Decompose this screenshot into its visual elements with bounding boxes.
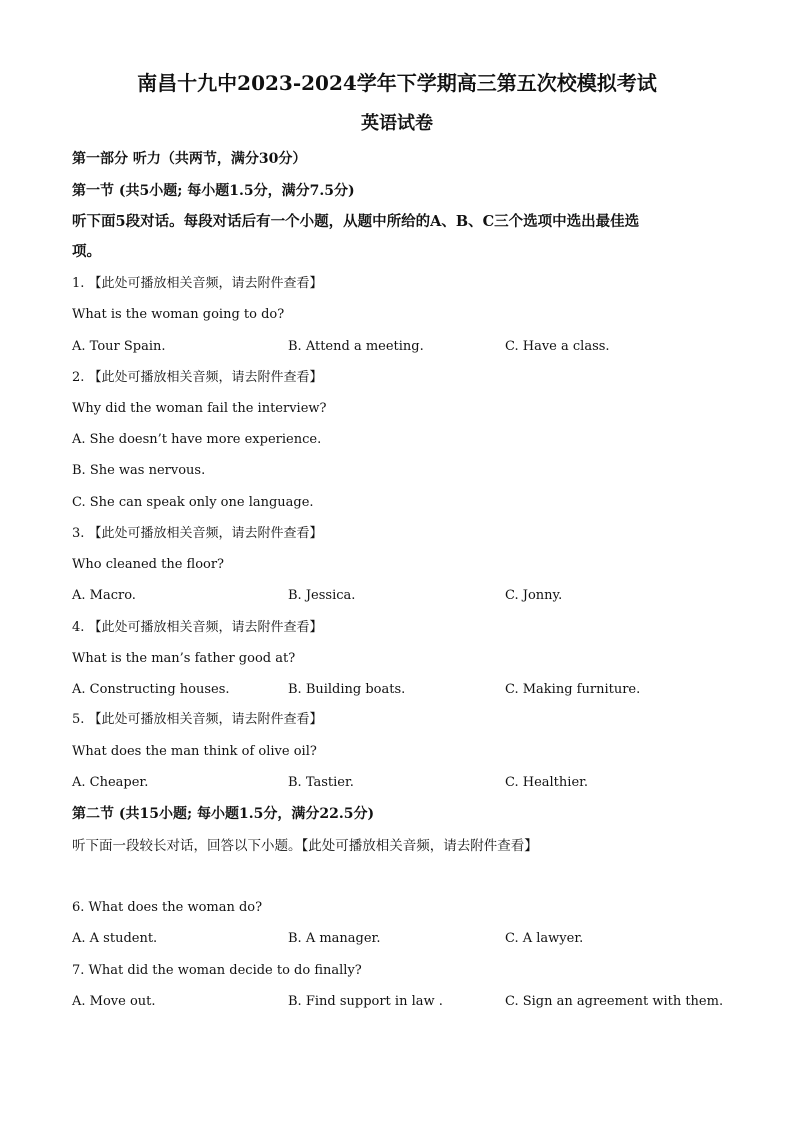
q5-option-c: C. Healthier. [505, 775, 589, 790]
q5-audio-marker: 5. 【此处可播放相关音频，请去附件查看】 [72, 712, 323, 727]
q1-audio-marker: 1. 【此处可播放相关音频，请去附件查看】 [72, 276, 323, 291]
q2-question: Why did the woman fail the interview? [72, 401, 327, 416]
q3-option-a: A. Macro. [72, 588, 136, 603]
part1-heading: 第一部分 听力（共两节，满分30分） [72, 151, 307, 167]
q7-option-b: B. Find support in law . [288, 994, 443, 1009]
q3-option-c: C. Jonny. [505, 588, 563, 603]
exam-title: 南昌十九中2023-2024学年下学期高三第五次校模拟考试 [137, 71, 657, 95]
section2-heading: 第二节 (共15小题; 每小题1.5分，满分22.5分) [72, 806, 375, 822]
q4-option-c: C. Making furniture. [505, 682, 641, 697]
q4-question: What is the man’s father good at? [72, 651, 296, 666]
q2-option-b: B. She was nervous. [72, 463, 206, 478]
q1-option-b: B. Attend a meeting. [288, 339, 424, 354]
q6-option-c: C. A lawyer. [505, 931, 584, 946]
q7-option-c: C. Sign an agreement with them. [505, 994, 724, 1009]
q2-option-a: A. She doesn’t have more experience. [72, 432, 322, 447]
q1-option-a: A. Tour Spain. [72, 339, 166, 354]
q5-option-b: B. Tastier. [288, 775, 354, 790]
q5-option-a: A. Cheaper. [72, 775, 149, 790]
q4-option-b: B. Building boats. [288, 682, 406, 697]
instructions-line1: 听下面5段对话。每段对话后有一个小题，从题中所给的A、B、C三个选项中选出最佳选 [72, 213, 640, 230]
q4-audio-marker: 4. 【此处可播放相关音频，请去附件查看】 [72, 620, 323, 635]
q6-option-a: A. A student. [72, 931, 158, 946]
exam-subtitle: 英语试卷 [361, 113, 433, 134]
q1-option-c: C. Have a class. [505, 339, 610, 354]
q2-audio-marker: 2. 【此处可播放相关音频，请去附件查看】 [72, 370, 323, 385]
section2-instruction: 听下面一段较长对话，回答以下小题。【此处可播放相关音频，请去附件查看】 [72, 838, 538, 854]
q3-audio-marker: 3. 【此处可播放相关音频，请去附件查看】 [72, 526, 323, 541]
q4-option-a: A. Constructing houses. [72, 682, 230, 697]
q7-option-a: A. Move out. [72, 994, 156, 1009]
q1-question: What is the woman going to do? [72, 307, 285, 322]
q3-option-b: B. Jessica. [288, 588, 356, 603]
section1-heading: 第一节 (共5小题; 每小题1.5分，满分7.5分) [72, 183, 355, 199]
q6-question: 6. What does the woman do? [72, 900, 263, 915]
q2-option-c: C. She can speak only one language. [72, 495, 314, 510]
q5-question: What does the man think of olive oil? [72, 744, 317, 759]
instructions-line2: 项。 [72, 243, 101, 260]
q7-question: 7. What did the woman decide to do finally? [72, 963, 362, 978]
q3-question: Who cleaned the floor? [72, 557, 225, 572]
q6-option-b: B. A manager. [288, 931, 381, 946]
